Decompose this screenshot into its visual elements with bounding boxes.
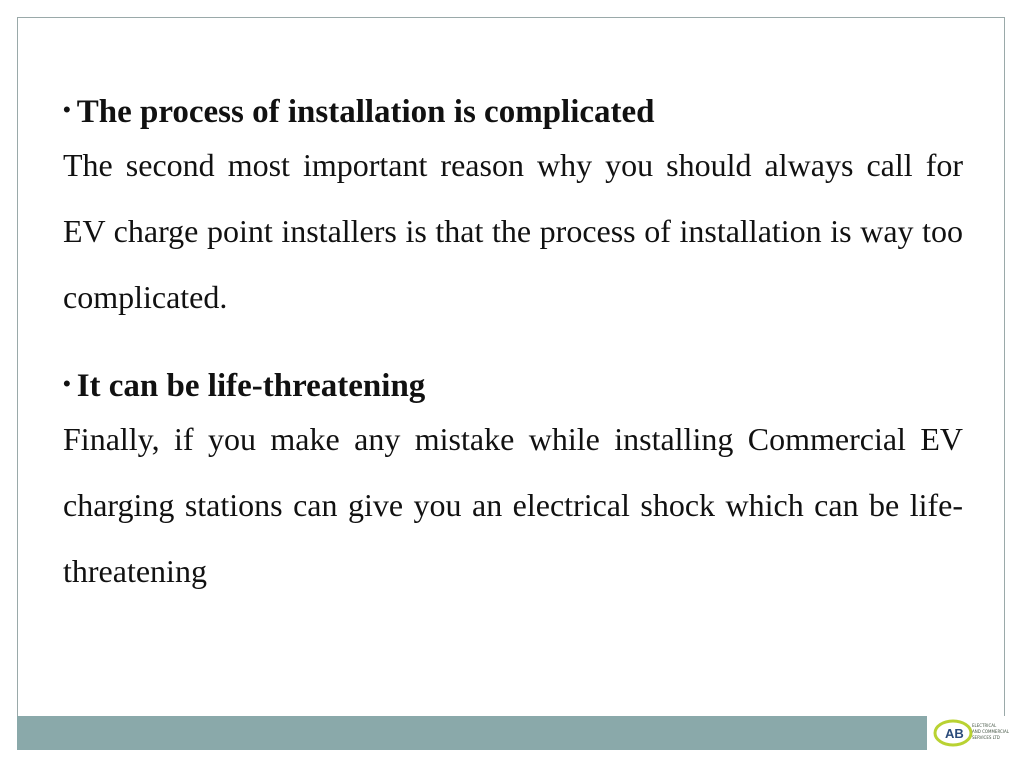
slide-content	[63, 84, 963, 610]
section-installation	[63, 84, 963, 336]
bullet-icon: •	[63, 371, 71, 396]
section-heading	[63, 84, 963, 138]
section-body: The second most important reason why you should always call for EV charge point installers is that the process of installation is way too complicated.	[63, 147, 963, 315]
section-life-threatening	[63, 358, 963, 610]
logo-line3: SERVICES LTD	[972, 735, 1000, 740]
heading-text: It can be life-threatening	[76, 368, 426, 404]
logo-line2: AND COMMERCIAL	[972, 729, 1009, 734]
section-body: Finally, if you make any mistake while installing Commercial EV charging stations can give you an electrical shock which can be life-threatening	[63, 421, 963, 589]
logo-mark: AB	[945, 726, 964, 741]
logo-icon	[933, 717, 1009, 749]
bullet-icon: •	[63, 97, 71, 122]
logo-line1: ELECTRICAL	[972, 723, 997, 728]
heading-text: The process of installation is complicated	[76, 94, 655, 130]
company-logo	[927, 716, 1009, 750]
section-heading	[63, 358, 963, 412]
footer-bar	[17, 716, 927, 750]
